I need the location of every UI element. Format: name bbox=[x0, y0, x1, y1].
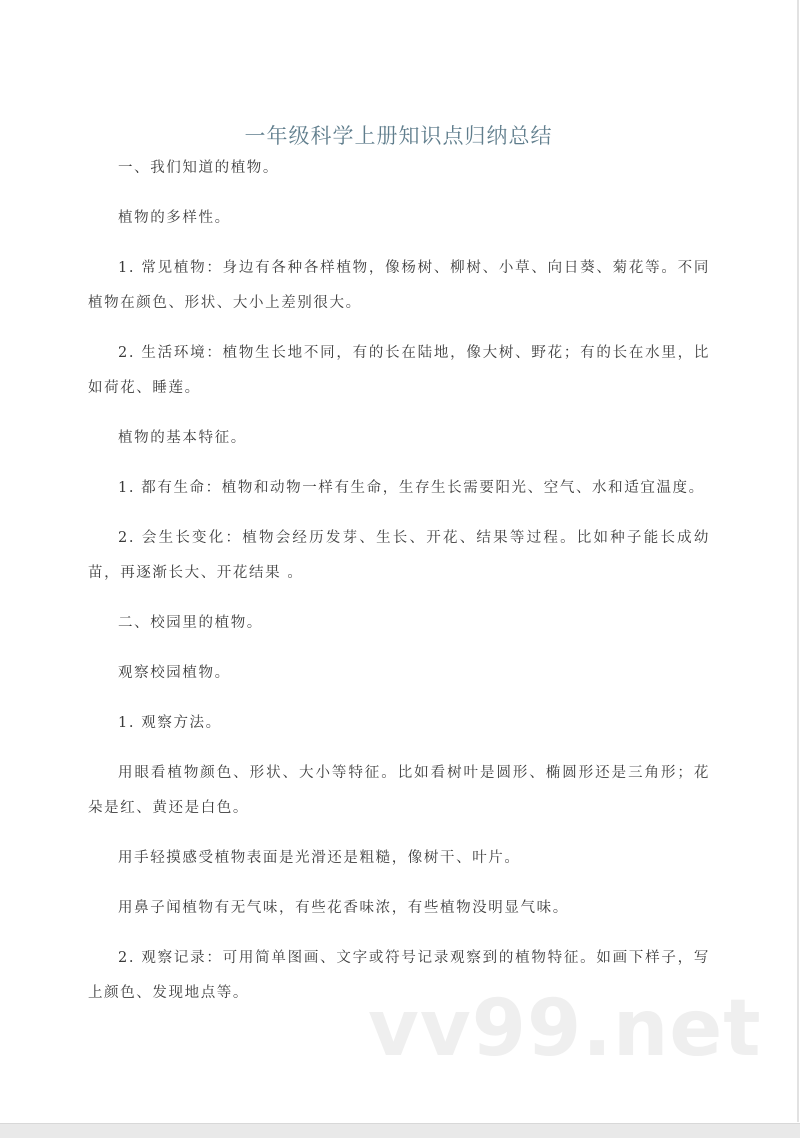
paragraph-have-life: 1. 都有生命：植物和动物一样有生命，生存生长需要阳光、空气、水和适宜温度。 bbox=[118, 480, 705, 496]
document-title: 一年级科学上册知识点归纳总结 bbox=[244, 124, 553, 149]
page-bottom-edge bbox=[0, 1123, 800, 1138]
subheading-observation-methods: 1. 观察方法。 bbox=[118, 715, 222, 731]
paragraph-common-plants: 1. 常见植物：身边有各种各样植物，像杨树、柳树、小草、向日葵、菊花等。不同植物在颜色、形状、大小上差别很大。 bbox=[88, 260, 710, 311]
paragraph-observe-by-smell: 用鼻子闻植物有无气味，有些花香味浓，有些植物没明显气味。 bbox=[118, 900, 569, 916]
paragraph-living-environment: 2. 生活环境：植物生长地不同，有的长在陆地，像大树、野花；有的长在水里，比如荷花、睡莲。 bbox=[88, 345, 710, 396]
document-body bbox=[88, 151, 710, 1026]
section-heading-1: 一、我们知道的植物。 bbox=[118, 160, 279, 176]
subheading-observe-campus-plants: 观察校园植物。 bbox=[118, 665, 231, 681]
section-heading-2: 二、校园里的植物。 bbox=[118, 615, 263, 631]
watermark: vv99.net bbox=[368, 984, 762, 1074]
paragraph-growth-changes: 2. 会生长变化：植物会经历发芽、生长、开花、结果等过程。比如种子能长成幼苗，再逐渐长大、开花结果 。 bbox=[88, 530, 710, 581]
paragraph-observe-by-touch: 用手轻摸感受植物表面是光滑还是粗糙，像树干、叶片。 bbox=[118, 850, 521, 866]
subheading-basic-features: 植物的基本特征。 bbox=[118, 430, 247, 446]
paragraph-observe-by-eye: 用眼看植物颜色、形状、大小等特征。比如看树叶是圆形、椭圆形还是三角形；花朵是红、黄还是白色。 bbox=[88, 765, 710, 816]
paragraph-observation-record: 2. 观察记录：可用简单图画、文字或符号记录观察到的植物特征。如画下样子，写上颜色、发现地点等。 bbox=[88, 950, 710, 1001]
subheading-plant-diversity: 植物的多样性。 bbox=[118, 210, 231, 226]
